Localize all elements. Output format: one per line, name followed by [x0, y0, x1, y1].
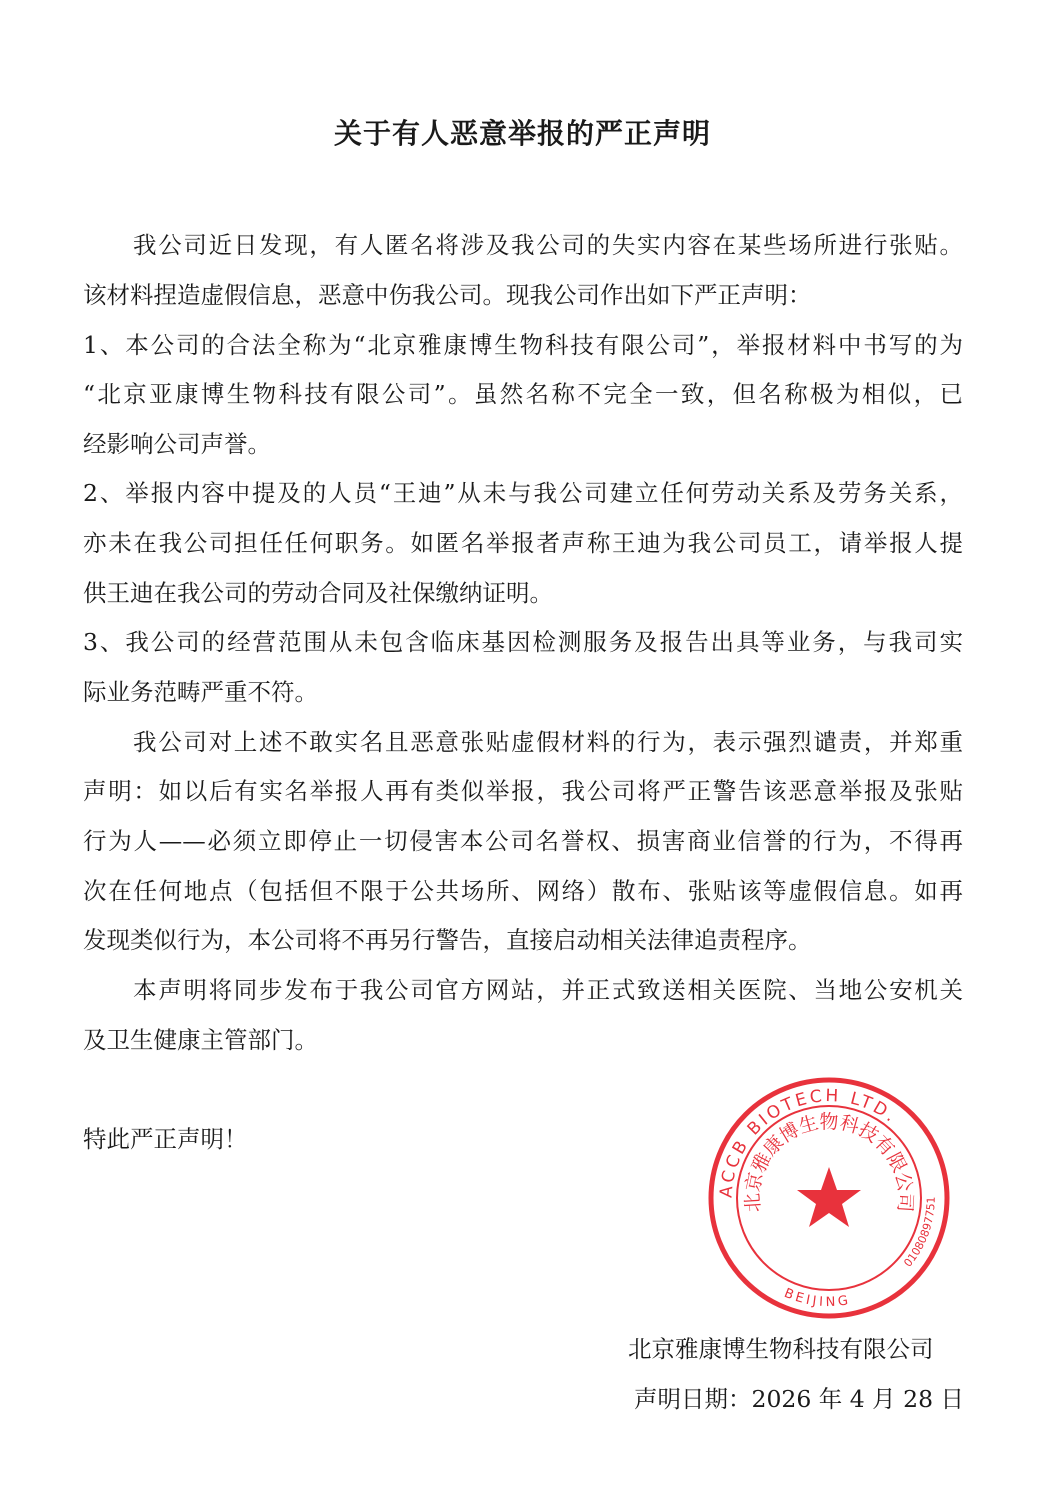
paragraph-line: 供王迪在我公司的劳动合同及社保缴纳证明。	[83, 579, 553, 607]
paragraph-line: 发现类似行为，本公司将不再另行警告，直接启动相关法律追责程序。	[83, 926, 812, 954]
seal-code: 01080897751	[901, 1196, 938, 1270]
seal-english-name: ACCB BIOTECH LTD.	[716, 1086, 902, 1199]
paragraph-line: 声明：如以后有实名举报人再有类似举报，我公司将严正警告该恶意举报及张贴	[83, 777, 963, 805]
paragraph-line: 经影响公司声誉。	[83, 430, 271, 458]
paragraph-line: 我公司近日发现，有人匿名将涉及我公司的失实内容在某些场所进行张贴。	[133, 231, 963, 259]
paragraph-line: 行为人——必须立即停止一切侵害本公司名誉权、损害商业信誉的行为，不得再	[83, 827, 963, 855]
signature-company: 北京雅康博生物科技有限公司	[628, 1335, 934, 1363]
paragraph-line: 际业务范畴严重不符。	[83, 678, 318, 706]
paragraph-line: 及卫生健康主管部门。	[83, 1026, 318, 1054]
paragraph-line: 该材料捏造虚假信息，恶意中伤我公司。现我公司作出如下严正声明：	[83, 281, 812, 309]
document-title: 关于有人恶意举报的严正声明	[333, 117, 711, 150]
paragraph-line: 次在任何地点（包括但不限于公共场所、网络）散布、张贴该等虚假信息。如再	[83, 877, 963, 905]
paragraph-line: 亦未在我公司担任任何职务。如匿名举报者声称王迪为我公司员工，请举报人提	[83, 529, 963, 557]
paragraph-line: 本声明将同步发布于我公司官方网站，并正式致送相关医院、当地公安机关	[133, 976, 963, 1004]
seal-city: BEIJING	[781, 1285, 853, 1311]
closing-line: 特此严正声明！	[83, 1125, 248, 1153]
paragraph-line: 我公司对上述不敢实名且恶意张贴虚假材料的行为，表示强烈谴责，并郑重	[133, 728, 963, 756]
paragraph-line: 2、举报内容中提及的人员“王迪”从未与我公司建立任何劳动关系及劳务关系，	[83, 479, 963, 507]
signature-date: 声明日期：2026 年 4 月 28 日	[634, 1385, 965, 1413]
paragraph-line: 3、我公司的经营范围从未包含临床基因检测服务及报告出具等业务，与我司实	[83, 628, 963, 656]
seal-chinese-name: 北京雅康博生物科技有限公司	[741, 1110, 917, 1213]
paragraph-line: 1、本公司的合法全称为“北京雅康博生物科技有限公司”，举报材料中书写的为	[83, 331, 963, 359]
paragraph-line: “北京亚康博生物科技有限公司”。虽然名称不完全一致，但名称极为相似，已	[83, 380, 963, 408]
company-seal	[706, 1075, 952, 1321]
star-icon	[797, 1167, 861, 1227]
